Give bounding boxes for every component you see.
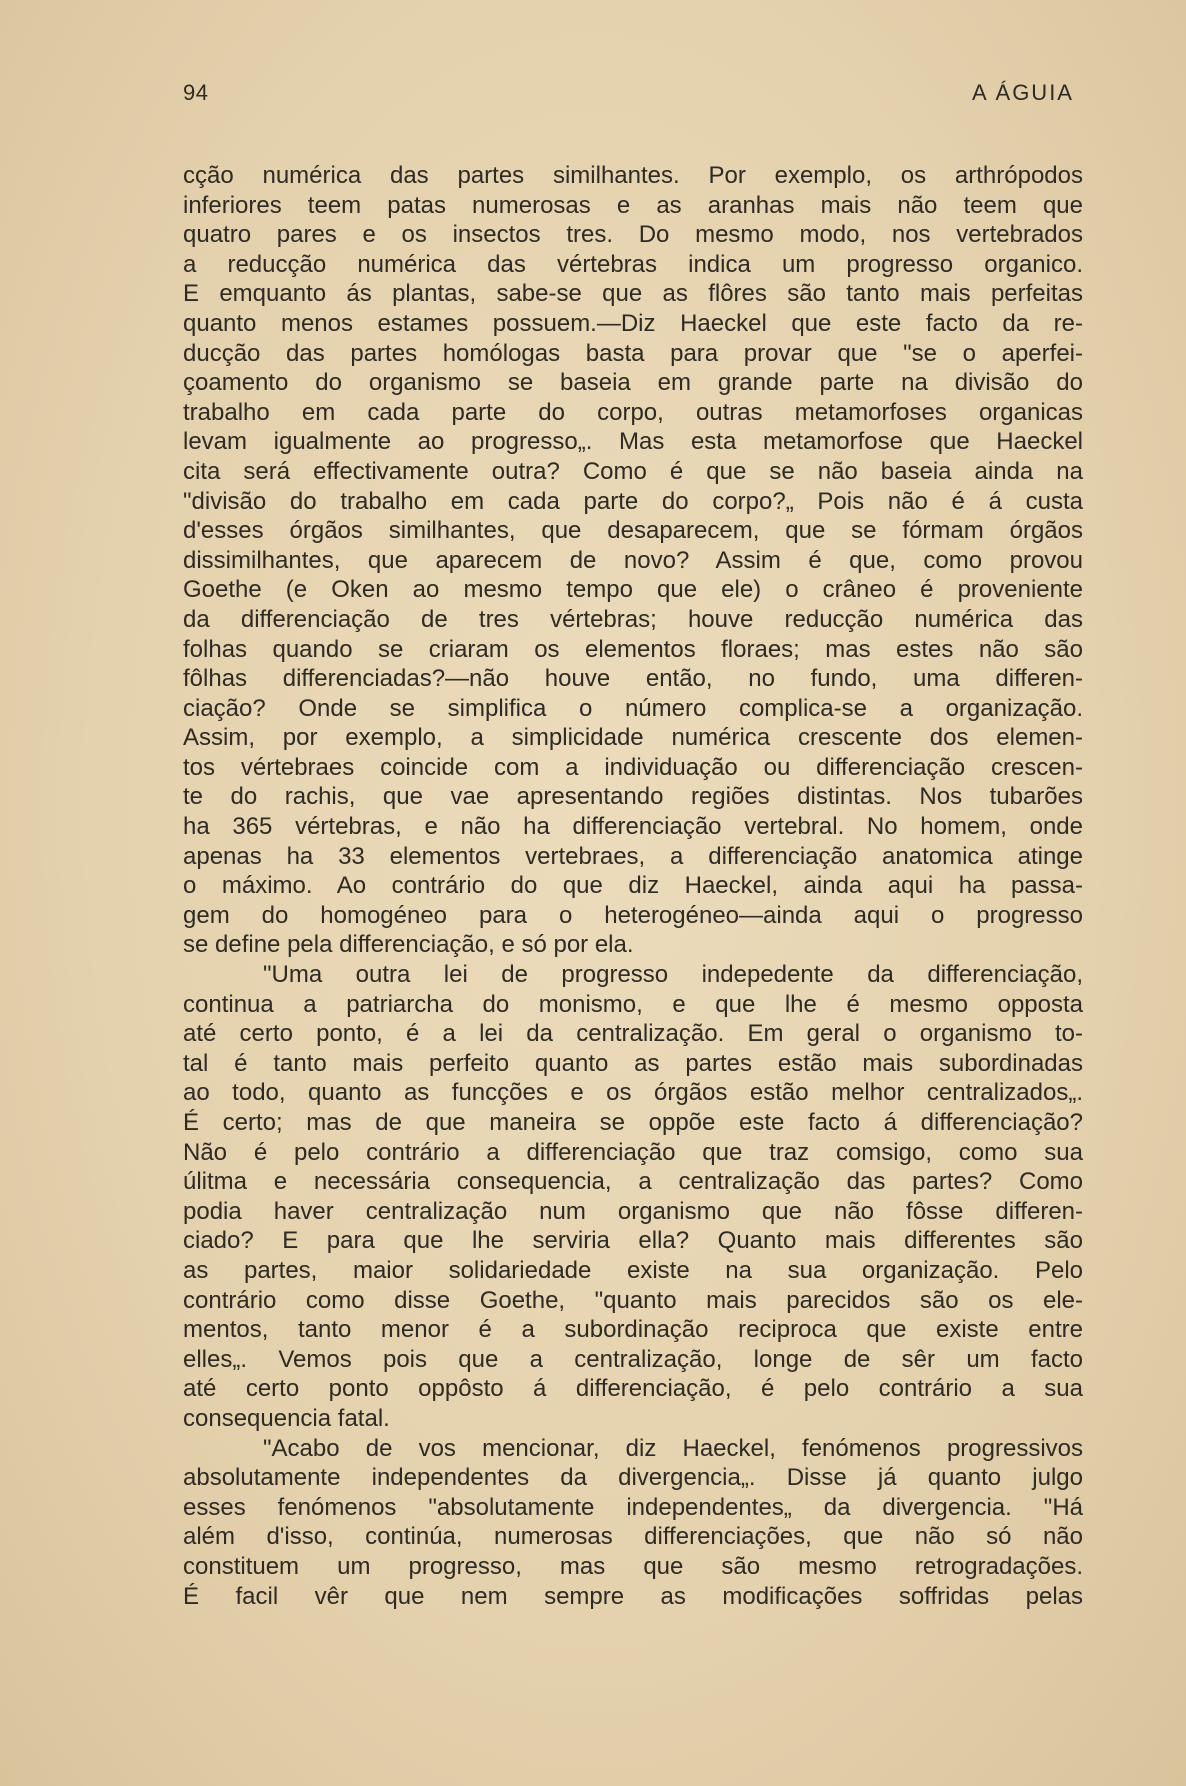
text-line: absolutamente independentes da divergencia„. Disse já quanto julgo (183, 1464, 1083, 1492)
text-line: até certo ponto, é a lei da centralização. Em geral o organismo to- (183, 1020, 1083, 1048)
text-line: ducção das partes homólogas basta para provar que "se o aperfei- (183, 339, 1083, 367)
text-line: quanto menos estames possuem.—Diz Haeckel que este facto da re- (183, 309, 1083, 337)
text-line: dissimilhantes, que aparecem de novo? Assim é que, como provou (183, 546, 1083, 574)
body-text (183, 161, 1083, 1611)
text-line: çoamento do organismo se baseia em grande parte na divisão do (183, 369, 1083, 397)
text-line: esses fenómenos "absolutamente independentes„ da divergencia. "Há (183, 1493, 1083, 1521)
text-line: E emquanto ás plantas, sabe-se que as flôres são tanto mais perfeitas (183, 280, 1083, 308)
text-line: elles„. Vemos pois que a centralização, longe de sêr um facto (183, 1345, 1083, 1373)
text-line: É facil vêr que nem sempre as modificações soffridas pelas (183, 1582, 1083, 1610)
text-line: apenas ha 33 elementos vertebraes, a differenciação anatomica atinge (183, 842, 1083, 870)
text-line: úlitma e necessária consequencia, a centralização das partes? Como (183, 1168, 1083, 1196)
text-line: levam igualmente ao progresso„. Mas esta metamorfose que Haeckel (183, 428, 1083, 456)
text-line: o máximo. Ao contrário do que diz Haeckel, ainda aqui ha passa- (183, 872, 1083, 900)
text-line: tos vértebraes coincide com a individuação ou differenciação crescen- (183, 753, 1083, 781)
text-line: ao todo, quanto as funcções e os órgãos estão melhor centralizados„. (183, 1079, 1083, 1107)
text-line: continua a patriarcha do monismo, e que lhe é mesmo opposta (183, 990, 1083, 1018)
page-header (183, 80, 1074, 110)
page-number: 94 (183, 80, 209, 105)
text-line: a reducção numérica das vértebras indica um progresso organico. (183, 250, 1083, 278)
text-line: É certo; mas de que maneira se oppõe este facto á differenciação? (183, 1109, 1083, 1136)
text-line: Goethe (e Oken ao mesmo tempo que ele) o crâneo é proveniente (183, 576, 1083, 604)
text-line: folhas quando se criaram os elementos floraes; mas estes não são (183, 635, 1083, 663)
text-line: trabalho em cada parte do corpo, outras metamorfoses organicas (183, 398, 1083, 426)
text-line: "Acabo de vos mencionar, diz Haeckel, fenómenos progressivos (263, 1434, 1083, 1462)
text-line: fôlhas differenciadas?—não houve então, no fundo, uma differen- (183, 665, 1083, 693)
text-line: Não é pelo contrário a differenciação que traz comsigo, como sua (183, 1138, 1083, 1166)
text-line: podia haver centralização num organismo que não fôsse differen- (183, 1197, 1083, 1225)
text-line: mentos, tanto menor é a subordinação reciproca que existe entre (183, 1316, 1083, 1344)
text-line: contrário como disse Goethe, "quanto mais parecidos são os ele- (183, 1286, 1083, 1314)
text-line: da differenciação de tres vértebras; houve reducção numérica das (183, 605, 1083, 633)
text-line: "divisão do trabalho em cada parte do corpo?„ Pois não é á custa (183, 487, 1083, 515)
text-line: cção numérica das partes similhantes. Por exemplo, os arthrópodos (183, 162, 1083, 189)
text-line: Assim, por exemplo, a simplicidade numérica crescente dos elemen- (183, 724, 1083, 752)
text-line: até certo ponto oppôsto á differenciação, é pelo contrário a sua (183, 1375, 1083, 1403)
text-line: se define pela differenciação, e só por ela. (183, 931, 634, 959)
text-line: as partes, maior solidariedade existe na sua organização. Pelo (183, 1256, 1083, 1284)
text-line: quatro pares e os insectos tres. Do mesmo modo, nos vertebrados (183, 221, 1083, 249)
text-line: tal é tanto mais perfeito quanto as partes estão mais subordinadas (183, 1049, 1083, 1077)
text-line: te do rachis, que vae apresentando regiões distintas. Nos tubarões (183, 783, 1083, 811)
text-line: gem do homogéneo para o heterogéneo—ainda aqui o progresso (183, 901, 1083, 929)
text-line: ciado? E para que lhe serviria ella? Quanto mais differentes são (183, 1227, 1083, 1255)
text-line: cita será effectivamente outra? Como é que se não baseia ainda na (183, 457, 1083, 485)
text-line: "Uma outra lei de progresso indepedente da differenciação, (263, 961, 1083, 989)
text-line: além d'isso, continúa, numerosas differenciações, que não só não (183, 1523, 1083, 1551)
text-line: ciação? Onde se simplifica o número complica-se a organização. (183, 694, 1083, 722)
text-line: constituem um progresso, mas que são mesmo retrogradações. (183, 1552, 1083, 1580)
text-line: inferiores teem patas numerosas e as aranhas mais não teem que (183, 191, 1083, 219)
text-line: d'esses órgãos similhantes, que desaparecem, que se fórmam órgãos (183, 517, 1083, 545)
text-line: consequencia fatal. (183, 1404, 390, 1432)
text-line: ha 365 vértebras, e não ha differenciação vertebral. No homem, onde (183, 813, 1083, 841)
running-head: A ÁGUIA (971, 80, 1074, 105)
